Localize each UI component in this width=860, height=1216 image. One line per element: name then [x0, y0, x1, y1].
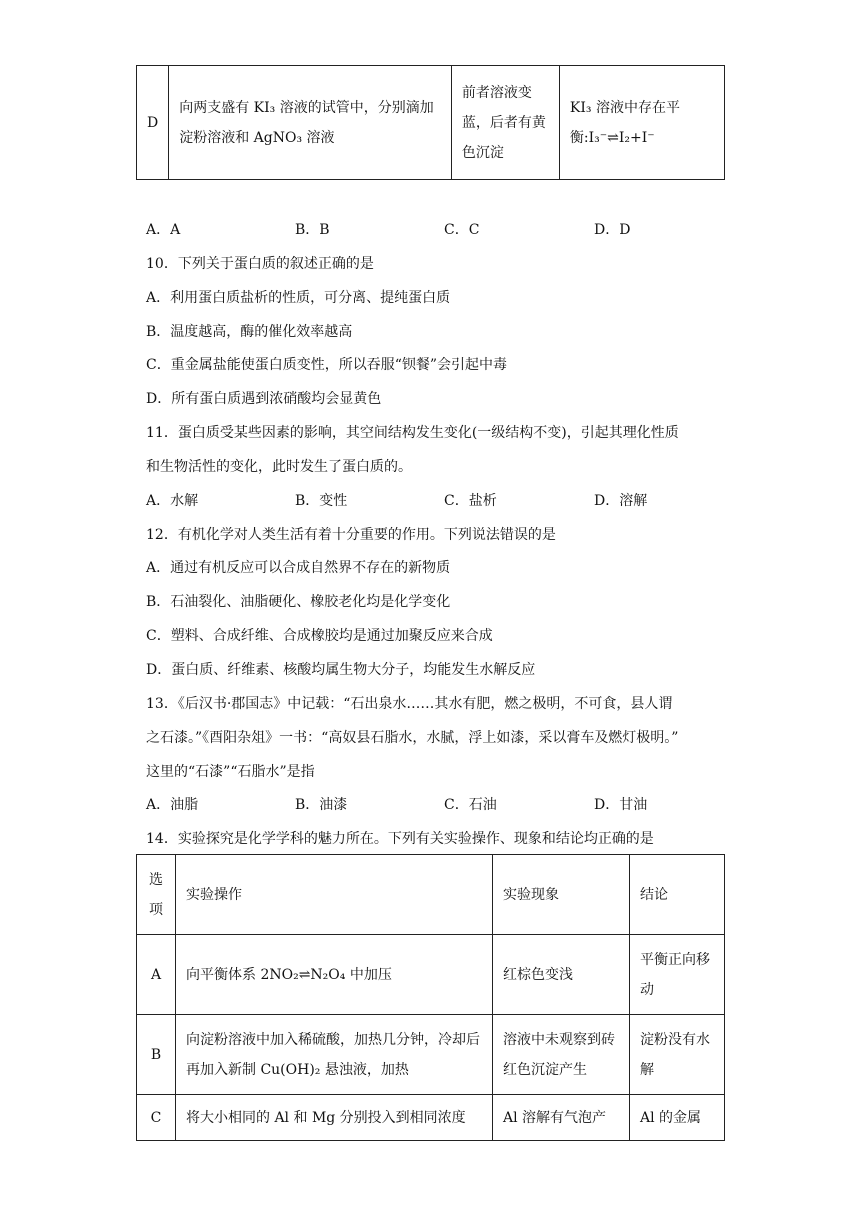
- table-row: [137, 935, 725, 1015]
- option-c[interactable]: C．石油: [444, 797, 497, 813]
- option-d[interactable]: D．D: [594, 222, 631, 238]
- option-b[interactable]: B．油漆: [295, 797, 348, 813]
- q10-option-b[interactable]: B．温度越高，酶的催化效率越高: [146, 324, 353, 340]
- q12-option-b[interactable]: B．石油裂化、油脂硬化、橡胶老化均是化学变化: [146, 594, 451, 610]
- question-13-stem-line1: 13．《后汉书·郡国志》中记载：“石出泉水……其水有肥，燃之极明，不可食，县人谓: [146, 696, 673, 712]
- q10-option-a[interactable]: A．利用蛋白质盐析的性质，可分离、提纯蛋白质: [146, 290, 451, 306]
- option-a[interactable]: A．油脂: [146, 797, 199, 813]
- phenomenon-cell: Al 溶解有气泡产: [493, 1095, 630, 1141]
- option-cell: A: [137, 935, 176, 1015]
- table-row: [137, 1095, 725, 1141]
- q12-option-a[interactable]: A．通过有机反应可以合成自然界不存在的新物质: [146, 560, 451, 576]
- q12-option-d[interactable]: D．蛋白质、纤维素、核酸均属生物大分子，均能发生水解反应: [146, 662, 536, 678]
- table-row: [137, 1015, 725, 1095]
- option-a[interactable]: A．水解: [146, 493, 199, 509]
- phenomenon-cell: 红棕色变浅: [493, 935, 630, 1015]
- phenomenon-cell: 溶液中未观察到砖红色沉淀产生: [493, 1015, 630, 1095]
- question-11-stem-line1: 11．蛋白质受某些因素的影响，其空间结构发生变化(一级结构不变)，引起其理化性质: [146, 425, 679, 441]
- header-phenomenon: 实验现象: [493, 855, 630, 935]
- option-d[interactable]: D．溶解: [594, 493, 648, 509]
- operation-cell: 向两支盛有 KI₃ 溶液的试管中，分别滴加淀粉溶液和 AgNO₃ 溶液: [169, 66, 452, 180]
- question-13-stem-line2: 之石漆。”《酉阳杂俎》一书：“高奴县石脂水，水腻，浮上如漆，采以膏车及燃灯极明。”: [146, 730, 679, 746]
- question-13-stem-line3: 这里的“石漆”“石脂水”是指: [146, 764, 315, 780]
- option-cell: B: [137, 1015, 176, 1095]
- question-14-stem: 14．实验探究是化学学科的魅力所在。下列有关实验操作、现象和结论均正确的是: [146, 831, 654, 847]
- option-b[interactable]: B．B: [295, 222, 330, 238]
- operation-cell: 向平衡体系 2NO₂⇌N₂O₄ 中加压: [176, 935, 493, 1015]
- header-operation: 实验操作: [176, 855, 493, 935]
- option-d[interactable]: D．甘油: [594, 797, 648, 813]
- table-header-row: [137, 855, 725, 935]
- experiment-table-q9: [136, 65, 725, 180]
- conclusion-cell: 淀粉没有水解: [630, 1015, 725, 1095]
- table-row: [137, 66, 725, 180]
- q12-option-c[interactable]: C．塑料、合成纤维、合成橡胶均是通过加聚反应来合成: [146, 628, 493, 644]
- option-c[interactable]: C．C: [444, 222, 480, 238]
- q10-option-d[interactable]: D．所有蛋白质遇到浓硝酸均会显黄色: [146, 391, 382, 407]
- conclusion-cell: KI₃ 溶液中存在平衡:I₃⁻⇌I₂+I⁻: [559, 66, 724, 180]
- option-b[interactable]: B．变性: [295, 493, 348, 509]
- operation-cell: 将大小相同的 Al 和 Mg 分别投入到相同浓度: [176, 1095, 493, 1141]
- question-12-stem: 12．有机化学对人类生活有着十分重要的作用。下列说法错误的是: [146, 527, 556, 543]
- option-c[interactable]: C．盐析: [444, 493, 497, 509]
- question-10-stem: 10．下列关于蛋白质的叙述正确的是: [146, 256, 374, 272]
- header-conclusion: 结论: [630, 855, 725, 935]
- phenomenon-cell: 前者溶液变蓝，后者有黄色沉淀: [451, 66, 559, 180]
- option-cell: D: [137, 66, 169, 180]
- question-11-stem-line2: 和生物活性的变化，此时发生了蛋白质的。: [146, 459, 412, 475]
- operation-cell: 向淀粉溶液中加入稀硫酸，加热几分钟，冷却后再加入新制 Cu(OH)₂ 悬浊液，加热: [176, 1015, 493, 1095]
- q10-option-c[interactable]: C．重金属盐能使蛋白质变性，所以吞服“钡餐”会引起中毒: [146, 357, 508, 373]
- conclusion-cell: 平衡正向移动: [630, 935, 725, 1015]
- option-cell: C: [137, 1095, 176, 1141]
- conclusion-cell: Al 的金属: [630, 1095, 725, 1141]
- option-a[interactable]: A．A: [146, 222, 181, 238]
- header-option: 选项: [137, 855, 176, 935]
- experiment-table-q14: [136, 854, 725, 1141]
